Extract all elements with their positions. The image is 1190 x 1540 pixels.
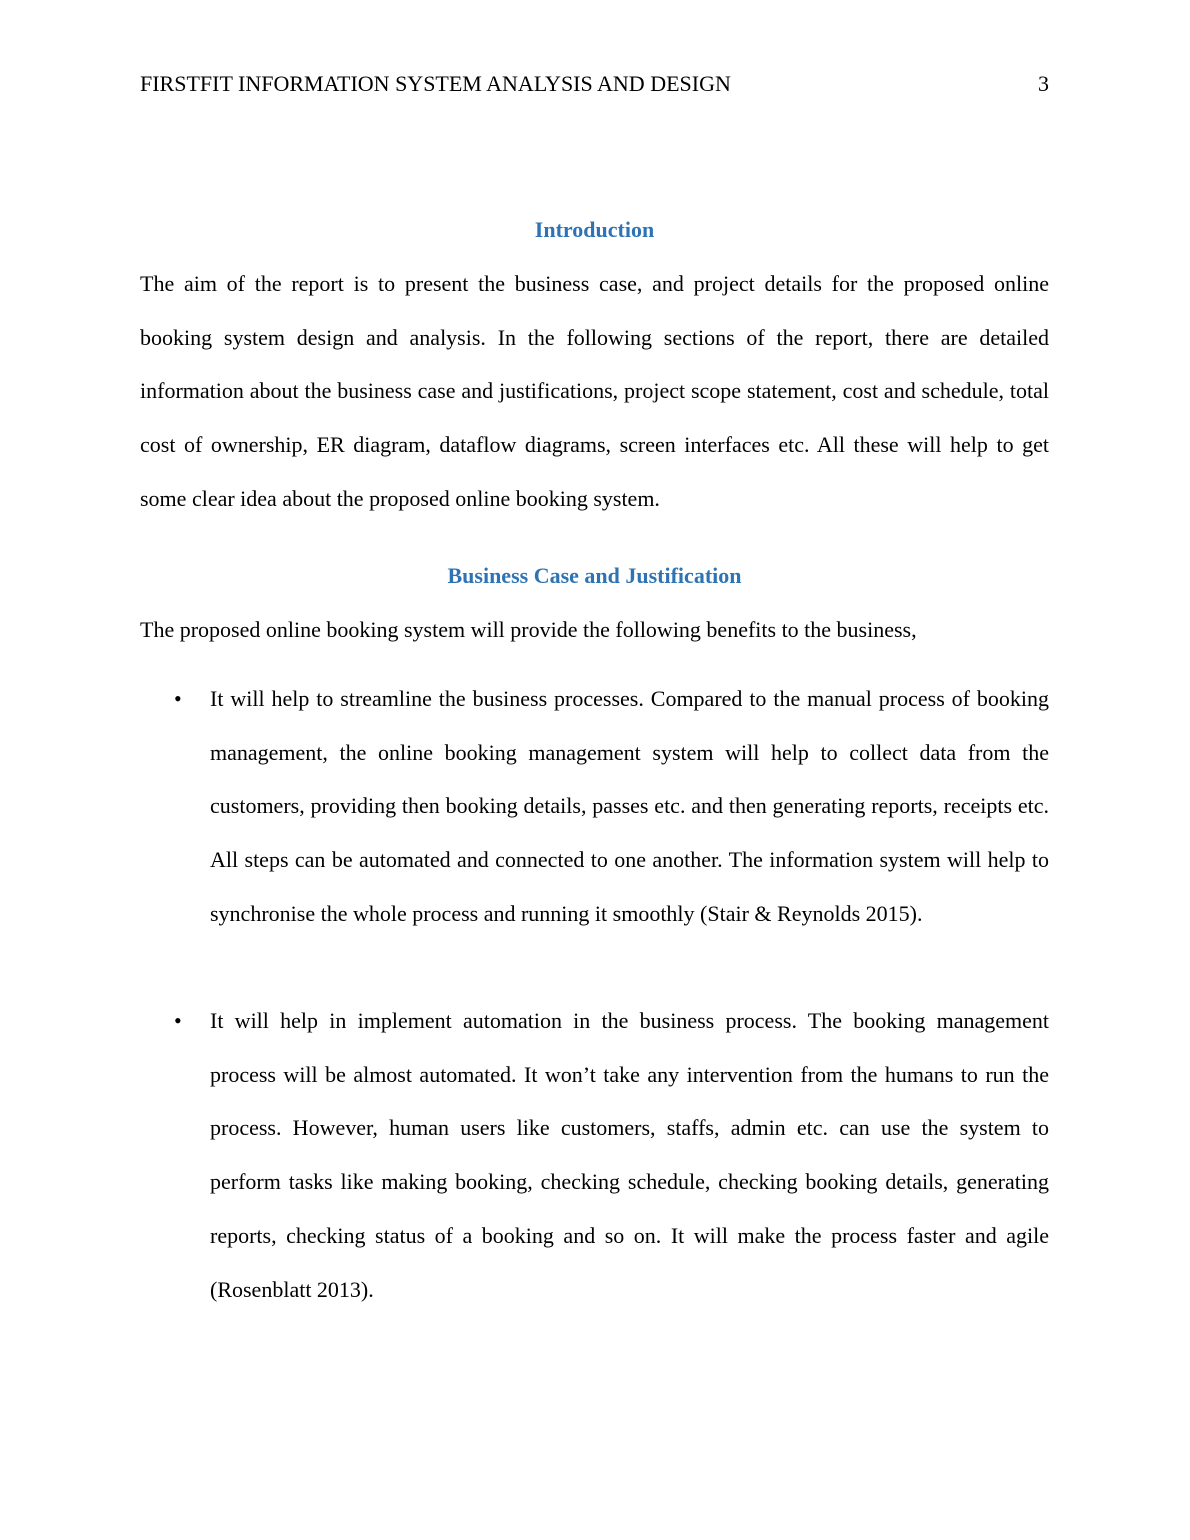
bullet-icon: • [174,686,182,711]
business-case-heading: Business Case and Justification [447,563,742,588]
list-item [140,672,1049,941]
list-item-text: It will help in implement automation in the business process. The booking management process will be almost automated. It won’t take any intervention from the humans to run the process. However, human users like customers, staffs, admin etc. can use the system to perform tasks like making booking, checking schedule, checking booking details, generating reports, checking status of a booking and so on. It will make the process faster and agile (Rosenblatt 2013). [210,1008,1049,1302]
list-item-text: It will help to streamline the business processes. Compared to the manual process of booking management, the online booking management system will help to collect data from the customers, providing then booking details, passes etc. and then generating reports, receipts etc. All steps can be automated and connected to one another. The information system will help to synchronise the whole process and running it smoothly (Stair & Reynolds 2015). [210,686,1049,926]
list-item [140,994,1049,1316]
business-case-lead: The proposed online booking system will provide the following benefits to the business, [140,617,917,642]
running-title: FIRSTFIT INFORMATION SYSTEM ANALYSIS AND DESIGN [140,71,731,96]
bullet-icon: • [174,1008,182,1033]
running-header [140,70,1049,98]
page-number: 3 [1038,71,1049,96]
introduction-heading: Introduction [534,217,655,242]
introduction-paragraph: The aim of the report is to present the business case, and project details for the proposed online booking system design and analysis. In the following sections of the report, there are detailed information about the business case and justifications, project scope statement, cost and schedule, total cost of ownership, ER diagram, dataflow diagrams, screen interfaces etc. All these will help to get some clear idea about the proposed online booking system. [140,271,1049,511]
